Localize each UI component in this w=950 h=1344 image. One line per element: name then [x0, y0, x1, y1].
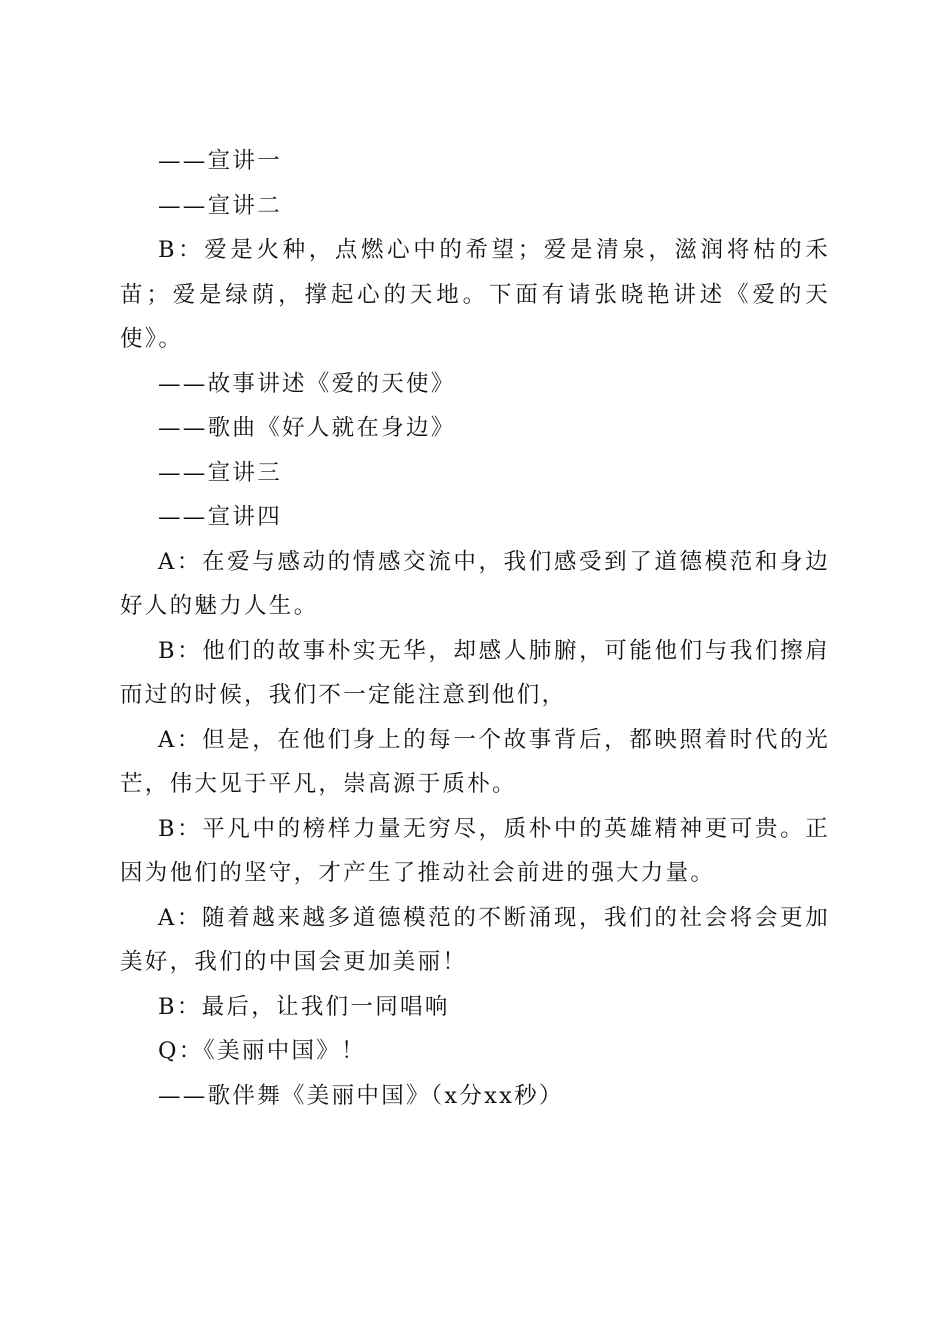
- paragraph-story-angel: ——故事讲述《爱的天使》: [158, 370, 456, 397]
- paragraph-host-a-era: A：但是，在他们身上的每一个故事背后，都映照着时代的光芒，伟大见于平凡，崇高源于质朴。: [120, 726, 830, 797]
- paragraph-host-b-love: B：爱是火种，点燃心中的希望；爱是清泉，滋润将枯的禾苗；爱是绿荫，撑起心的天地。下面有请张晓艳讲述《爱的天使》。: [120, 237, 830, 352]
- paragraph-speech-4: ——宣讲四: [158, 504, 283, 530]
- paragraph-host-a-emotion: A：在爱与感动的情感交流中，我们感受到了道德模范和身边好人的魅力人生。: [120, 548, 830, 619]
- document-body: [120, 139, 830, 1118]
- paragraph-song-dance: ——歌伴舞《美丽中国》（x分xx秒）: [158, 1082, 564, 1109]
- paragraph-host-b-role-model: B：平凡中的榜样力量无穷尽，质朴中的英雄精神更可贵。正因为他们的坚守，才产生了推动社会前进的强大力量。: [120, 815, 830, 886]
- paragraph-host-b-finally: B：最后，让我们一同唱响: [158, 993, 450, 1020]
- paragraph-host-b-stories: B：他们的故事朴实无华，却感人肺腑，可能他们与我们擦肩而过的时候，我们不一定能注意到他们，: [120, 637, 830, 708]
- paragraph-host-a-society: A：随着越来越多道德模范的不断涌现，我们的社会将会更加美好，我们的中国会更加美丽！: [120, 904, 830, 975]
- paragraph-speech-3: ——宣讲三: [158, 459, 283, 486]
- paragraph-song-good-people: ——歌曲《好人就在身边》: [158, 415, 456, 441]
- paragraph-together-beautiful-china: Q：《美丽中国》！: [158, 1038, 366, 1064]
- paragraph-speech-1: ——宣讲一: [158, 148, 283, 174]
- paragraph-speech-2: ——宣讲二: [158, 192, 283, 219]
